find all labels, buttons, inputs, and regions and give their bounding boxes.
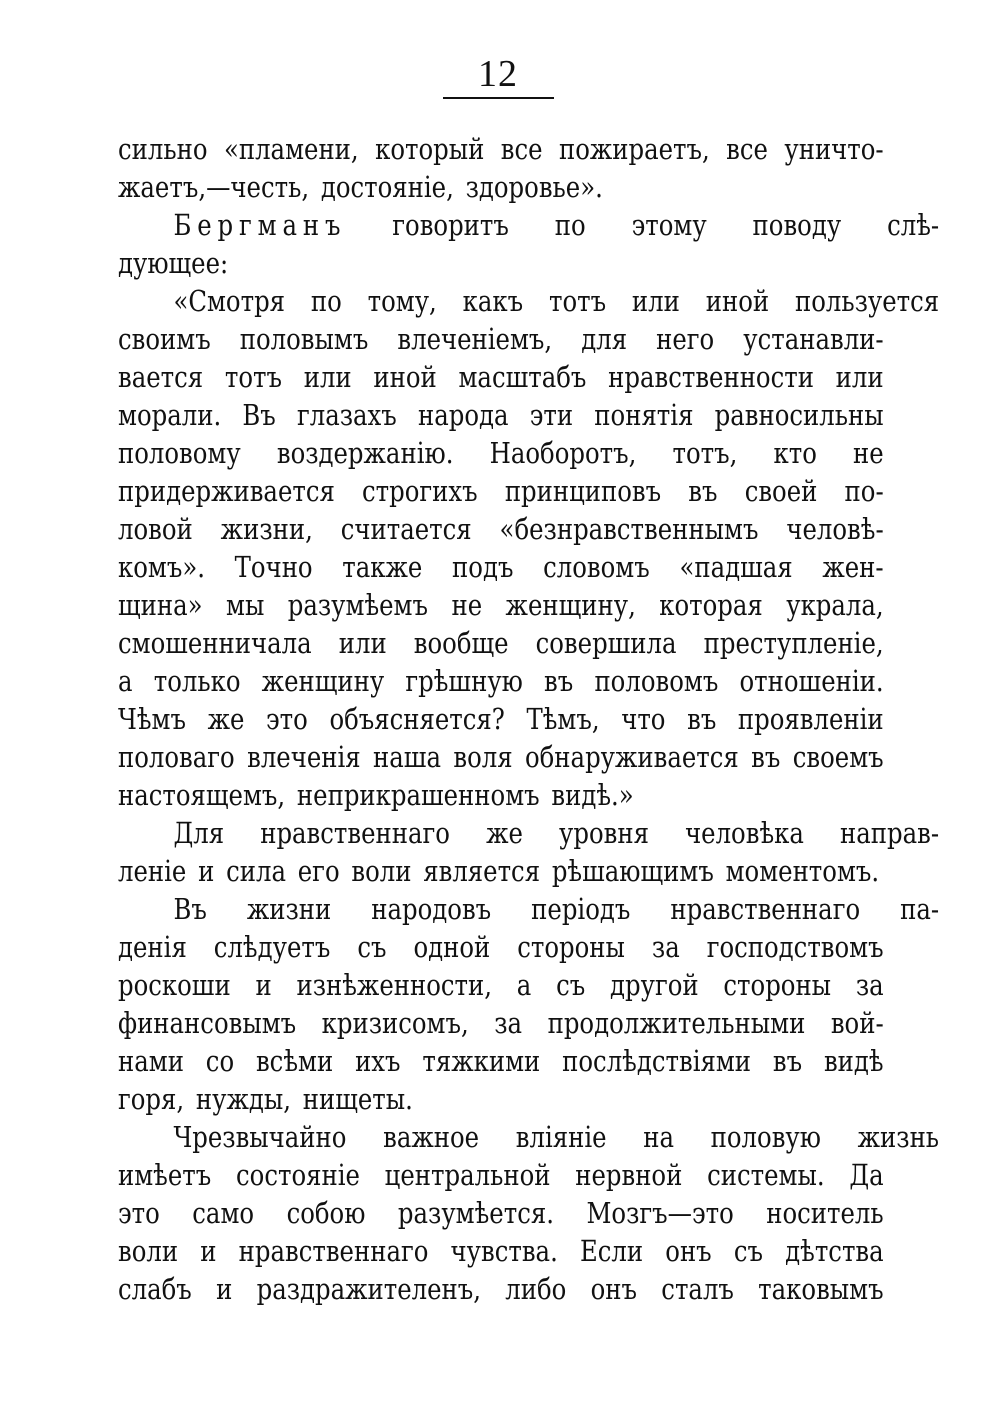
word: придерживается xyxy=(118,474,335,508)
word: сила xyxy=(226,854,286,888)
word: другой xyxy=(610,968,699,1002)
word: а xyxy=(118,664,133,698)
text-line xyxy=(118,1194,884,1232)
word: «пламени, xyxy=(223,132,359,166)
word: видѣ xyxy=(823,1044,884,1078)
word: нужды, xyxy=(195,1082,292,1116)
word: неприкрашенномъ xyxy=(296,778,540,812)
word: человѣка xyxy=(685,816,804,850)
text-line xyxy=(118,662,884,700)
word: или xyxy=(835,360,884,394)
paragraph xyxy=(118,890,940,1118)
text-line xyxy=(118,548,884,586)
word: Мозгъ—это xyxy=(586,1196,734,1230)
word: на xyxy=(643,1120,674,1154)
word: принциповъ xyxy=(504,474,662,508)
word: строгихъ xyxy=(362,474,478,508)
word: за xyxy=(855,968,884,1002)
word: жизнь xyxy=(857,1120,940,1154)
word: имѣетъ xyxy=(118,1158,212,1192)
word: рѣшающимъ xyxy=(551,854,714,888)
word: словомъ xyxy=(543,550,650,584)
word: жаетъ,—честь, xyxy=(118,170,310,204)
word: либо xyxy=(505,1272,567,1306)
text-line xyxy=(118,396,884,434)
word: и xyxy=(200,1234,217,1268)
word: а xyxy=(516,968,532,1002)
word: изнѣженности, xyxy=(296,968,493,1002)
word: влiянiе xyxy=(515,1120,607,1154)
word: понятiя xyxy=(594,398,694,432)
word: влеченiемъ, xyxy=(397,322,553,356)
word: тотъ, xyxy=(672,436,738,470)
word: пожираетъ, xyxy=(558,132,710,166)
paragraph xyxy=(118,130,884,206)
word: одной xyxy=(413,930,491,964)
word: вообще xyxy=(413,626,509,660)
text-line xyxy=(118,434,884,472)
text-line xyxy=(118,1232,884,1270)
word: въ xyxy=(751,740,781,774)
word: ловой xyxy=(118,512,193,546)
word: только xyxy=(153,664,241,698)
word: половому xyxy=(118,436,241,470)
word: же xyxy=(207,702,245,736)
word: въ xyxy=(544,664,574,698)
word: преступленiе, xyxy=(703,626,884,660)
word: разумѣемъ xyxy=(287,588,429,622)
word: Тѣмъ, xyxy=(526,702,600,736)
word: комъ». xyxy=(118,550,205,584)
text-line xyxy=(118,282,939,320)
page-number-rule xyxy=(443,97,554,99)
word: проявленiи xyxy=(737,702,884,736)
word: эти xyxy=(529,398,574,432)
text-line xyxy=(118,1004,884,1042)
word: воля xyxy=(453,740,513,774)
word: который xyxy=(375,132,485,166)
word: поводу xyxy=(752,208,842,242)
text-line xyxy=(118,1270,884,1308)
word: тотъ xyxy=(224,360,282,394)
word: украла, xyxy=(786,588,884,622)
word: настоящемъ, xyxy=(118,778,286,812)
word: съ xyxy=(733,1234,763,1268)
word: въ xyxy=(688,474,718,508)
word: является xyxy=(423,854,541,888)
word: влеченiя xyxy=(247,740,361,774)
word: половомъ xyxy=(594,664,719,698)
word: видѣ.» xyxy=(551,778,634,812)
word: считается xyxy=(340,512,472,546)
text-line xyxy=(118,738,884,776)
word: моментомъ. xyxy=(725,854,880,888)
text-line xyxy=(118,130,884,168)
text-line xyxy=(118,852,884,890)
word: нами xyxy=(118,1044,184,1078)
text-line xyxy=(118,776,884,814)
word: онъ xyxy=(665,1234,712,1268)
word: народовъ xyxy=(371,892,492,926)
word: со xyxy=(205,1044,235,1078)
word: за xyxy=(494,1006,523,1040)
word: всѣми xyxy=(255,1044,334,1078)
word: равносильны xyxy=(714,398,884,432)
word: устанавли- xyxy=(743,322,884,356)
paragraph xyxy=(118,282,940,814)
text-line xyxy=(118,1118,939,1156)
word: обнаруживается xyxy=(524,740,739,774)
word: съ xyxy=(357,930,387,964)
word: этому xyxy=(631,208,707,242)
word: съ xyxy=(556,968,586,1002)
word: горя, xyxy=(118,1082,185,1116)
word: объясняется? xyxy=(329,702,505,736)
word: ихъ xyxy=(355,1044,401,1078)
word: по- xyxy=(844,474,884,508)
text-line xyxy=(118,320,884,358)
word: сталъ xyxy=(661,1272,734,1306)
word: нравственнаго xyxy=(670,892,861,926)
word: здоровье». xyxy=(465,170,603,204)
text-line xyxy=(118,700,884,738)
word: разумѣется. xyxy=(397,1196,554,1230)
word: нищеты. xyxy=(302,1082,413,1116)
word: господствомъ xyxy=(706,930,884,964)
word: своимъ xyxy=(118,322,211,356)
word: денiя xyxy=(118,930,187,964)
paragraph xyxy=(118,814,940,890)
text-line xyxy=(118,814,939,852)
text-line xyxy=(118,1156,884,1194)
word: и xyxy=(216,1272,233,1306)
word: уничто- xyxy=(784,132,884,166)
word: Въ xyxy=(173,892,207,926)
word: него xyxy=(656,322,715,356)
word: совершила xyxy=(535,626,677,660)
word: Въ xyxy=(242,398,276,432)
word: ленiе xyxy=(118,854,187,888)
word: грѣшную xyxy=(405,664,523,698)
word: глазахъ xyxy=(296,398,397,432)
text-line xyxy=(118,510,884,548)
word: нравственнаго xyxy=(238,1234,429,1268)
text-line xyxy=(118,358,884,396)
word: въ xyxy=(687,702,717,736)
word: это xyxy=(266,702,308,736)
word: женщину xyxy=(261,664,385,698)
word: нравственнаго xyxy=(260,816,450,850)
text-line xyxy=(118,244,884,282)
word: по xyxy=(310,284,342,318)
word: половаго xyxy=(118,740,235,774)
word: все xyxy=(726,132,768,166)
paragraph xyxy=(118,206,940,282)
word: важное xyxy=(383,1120,480,1154)
word: мы xyxy=(225,588,265,622)
text-line xyxy=(118,586,884,624)
word: щина» xyxy=(118,588,203,622)
word: говоритъ xyxy=(392,208,509,242)
word: все xyxy=(500,132,543,166)
word: Точно xyxy=(234,550,313,584)
word: женщину, xyxy=(505,588,636,622)
word: смошенничала xyxy=(118,626,312,660)
word: направ- xyxy=(840,816,940,850)
word: дующее: xyxy=(118,246,229,280)
word: не xyxy=(853,436,884,470)
word: раздражителенъ, xyxy=(256,1272,482,1306)
word: или xyxy=(303,360,352,394)
word: дѣтства xyxy=(785,1234,884,1268)
word: иной xyxy=(705,284,770,318)
word: пользуется xyxy=(794,284,940,318)
word: или xyxy=(631,284,680,318)
word: или xyxy=(338,626,387,660)
word: масштабъ xyxy=(458,360,587,394)
word: жизни, xyxy=(220,512,313,546)
word: стороны xyxy=(723,968,832,1002)
word: воли xyxy=(351,854,412,888)
word: своемъ xyxy=(792,740,884,774)
text-line xyxy=(118,928,884,966)
word: морали. xyxy=(118,398,222,432)
word: тому, xyxy=(367,284,437,318)
word: сильно xyxy=(118,132,208,166)
text-line xyxy=(118,472,884,510)
word: за xyxy=(651,930,680,964)
text-line xyxy=(118,966,884,1004)
word: же xyxy=(486,816,523,850)
word: системы. xyxy=(707,1158,825,1192)
word: нравственности xyxy=(608,360,814,394)
word: что xyxy=(621,702,666,736)
text-line xyxy=(118,1080,884,1118)
word: человѣ- xyxy=(786,512,884,546)
word: роскоши xyxy=(118,968,231,1002)
word: «безнравственнымъ xyxy=(499,512,759,546)
word: кризисомъ, xyxy=(321,1006,469,1040)
word: какъ xyxy=(462,284,524,318)
word: Наоборотъ, xyxy=(489,436,637,470)
word: половую xyxy=(710,1120,821,1154)
word: кто xyxy=(773,436,817,470)
word: его xyxy=(297,854,340,888)
word: иной xyxy=(373,360,437,394)
word: продолжительными xyxy=(547,1006,806,1040)
word: Да xyxy=(849,1158,884,1192)
word: и xyxy=(198,854,215,888)
word: отношенiи. xyxy=(739,664,884,698)
word: таковымъ xyxy=(758,1272,884,1306)
word: наша xyxy=(373,740,441,774)
word: не xyxy=(451,588,483,622)
word: въ xyxy=(772,1044,803,1078)
word: для xyxy=(581,322,628,356)
text-line xyxy=(118,890,939,928)
word: Чѣмъ xyxy=(118,702,186,736)
word: состоянiе xyxy=(236,1158,360,1192)
word: носитель xyxy=(766,1196,884,1230)
word: перiодъ xyxy=(531,892,631,926)
word: половымъ xyxy=(239,322,369,356)
word: жизни xyxy=(246,892,332,926)
word: «падшая xyxy=(679,550,793,584)
word: чувства. xyxy=(450,1234,558,1268)
word: достоянiе, xyxy=(320,170,454,204)
word: «Смотря xyxy=(173,284,286,318)
word: вой- xyxy=(830,1006,884,1040)
text-line xyxy=(118,624,884,662)
word: послѣдствiями xyxy=(562,1044,752,1078)
word: онъ xyxy=(590,1272,638,1306)
text-line xyxy=(118,168,884,206)
word: центральной xyxy=(384,1158,551,1192)
word: также xyxy=(342,550,423,584)
word: подъ xyxy=(452,550,514,584)
word: собою xyxy=(286,1196,366,1230)
word: и xyxy=(255,968,272,1002)
word: это xyxy=(118,1196,160,1230)
word: вается xyxy=(118,360,204,394)
word: воздержанiю. xyxy=(276,436,454,470)
word: слѣ- xyxy=(887,208,940,242)
word: своей xyxy=(744,474,818,508)
word: воли xyxy=(118,1234,179,1268)
word: само xyxy=(192,1196,255,1230)
page-number: 12 xyxy=(478,53,518,95)
text-line xyxy=(118,1042,884,1080)
word: финансовымъ xyxy=(118,1006,297,1040)
body-text xyxy=(118,130,940,1308)
word: Если xyxy=(579,1234,644,1268)
word: слабъ xyxy=(118,1272,192,1306)
word: уровня xyxy=(559,816,649,850)
text-line xyxy=(118,206,939,244)
word: жен- xyxy=(822,550,884,584)
word: тяжкими xyxy=(422,1044,541,1078)
word: по xyxy=(554,208,586,242)
word: нервной xyxy=(575,1158,683,1192)
word: народа xyxy=(417,398,509,432)
word: Чрезвычайно xyxy=(173,1120,347,1154)
word: стороны xyxy=(517,930,625,964)
word: которая xyxy=(659,588,763,622)
word: Для xyxy=(173,816,225,850)
word: па- xyxy=(900,892,940,926)
word: тотъ xyxy=(548,284,607,318)
paragraph xyxy=(118,1118,940,1308)
word: Бергманъ xyxy=(173,208,347,242)
word: слѣдуетъ xyxy=(213,930,331,964)
